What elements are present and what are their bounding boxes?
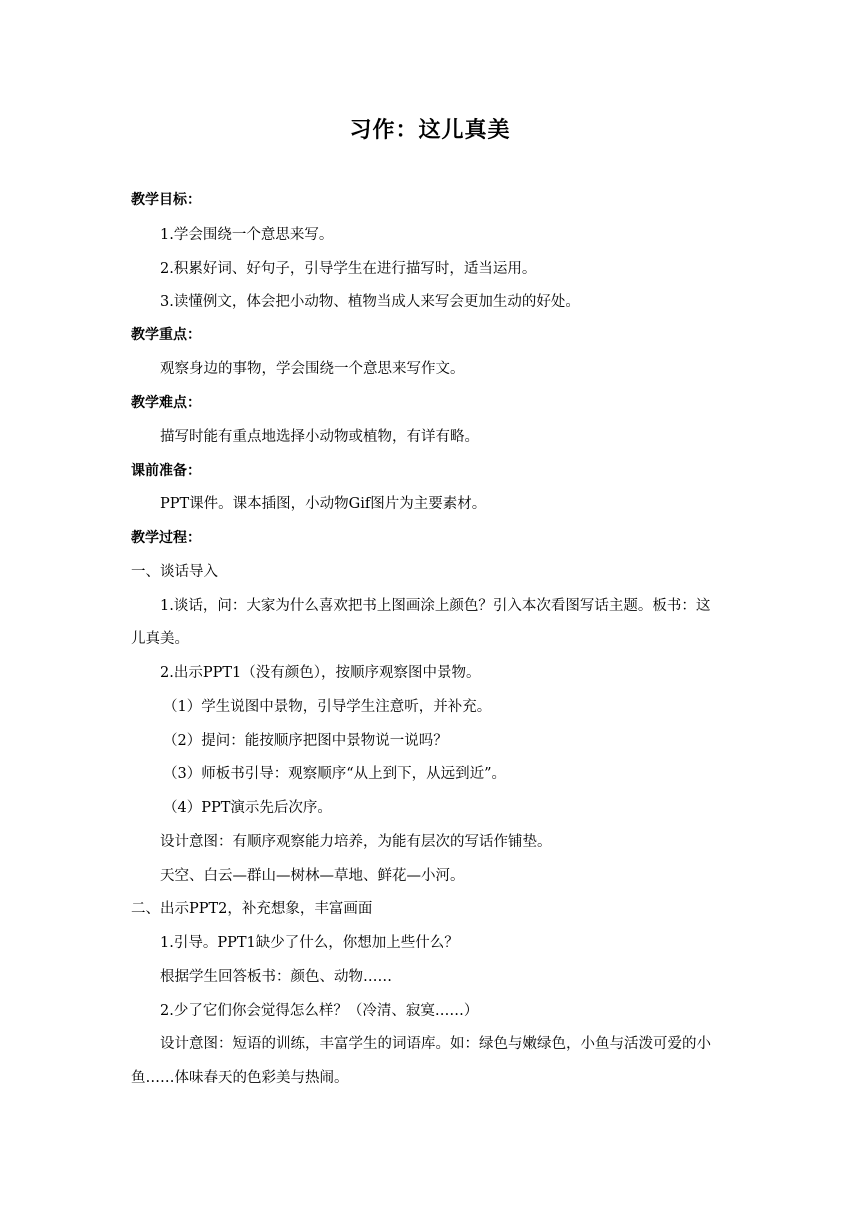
difficulty-heading: 教学难点： [131,395,201,411]
paragraph: 2.出示PPT1（没有颜色），按顺序观察图中景物。 [160,665,481,681]
paragraph-continuation: 儿真美。 [131,631,189,647]
sub-item: （3）师板书引导：观察顺序“从上到下，从远到近”。 [163,766,507,782]
sub-item: （2）提问：能按顺序把图中景物说一说吗？ [163,733,448,749]
paragraph: 根据学生回答板书：颜色、动物…… [160,969,392,985]
paragraph: 1.引导。PPT1缺少了什么，你想加上些什么？ [160,935,459,951]
goal-item: 1.学会围绕一个意思来写。 [160,227,334,243]
goal-item: 3.读懂例文，体会把小动物、植物当成人来写会更加生动的好处。 [160,294,580,310]
section-heading: 一、谈话导入 [131,564,218,580]
design-intent: 设计意图：有顺序观察能力培养，为能有层次的写话作铺垫。 [160,834,552,850]
paragraph-continuation: 鱼……体味春天的色彩美与热闹。 [131,1070,349,1086]
sub-item: （1）学生说图中景物，引导学生注意听，并补充。 [163,699,492,715]
scene-sequence: 天空、白云—群山—树林—草地、鲜花—小河。 [160,868,465,884]
focus-heading: 教学重点： [131,327,201,343]
prep-text: PPT课件。课本插图，小动物Gif图片为主要素材。 [160,496,487,512]
sub-item: （4）PPT演示先后次序。 [163,800,332,816]
paragraph: 2.少了它们你会觉得怎么样？（冷清、寂寞……） [160,1003,479,1019]
section-heading: 二、出示PPT2，补充想象，丰富画面 [131,901,373,917]
process-heading: 教学过程： [131,530,201,546]
difficulty-text: 描写时能有重点地选择小动物或植物，有详有略。 [160,429,479,445]
goals-heading: 教学目标： [131,192,201,208]
page-title: 习作：这儿真美 [349,118,511,143]
paragraph: 1.谈话，问：大家为什么喜欢把书上图画涂上颜色？引入本次看图写话主题。板书：这 [160,598,711,614]
design-intent: 设计意图：短语的训练，丰富学生的词语库。如：绿色与嫩绿色，小鱼与活泼可爱的小 [160,1036,711,1052]
prep-heading: 课前准备： [131,463,201,479]
goal-item: 2.积累好词、好句子，引导学生在进行描写时，适当运用。 [160,261,537,277]
focus-text: 观察身边的事物，学会围绕一个意思来写作文。 [160,361,465,377]
